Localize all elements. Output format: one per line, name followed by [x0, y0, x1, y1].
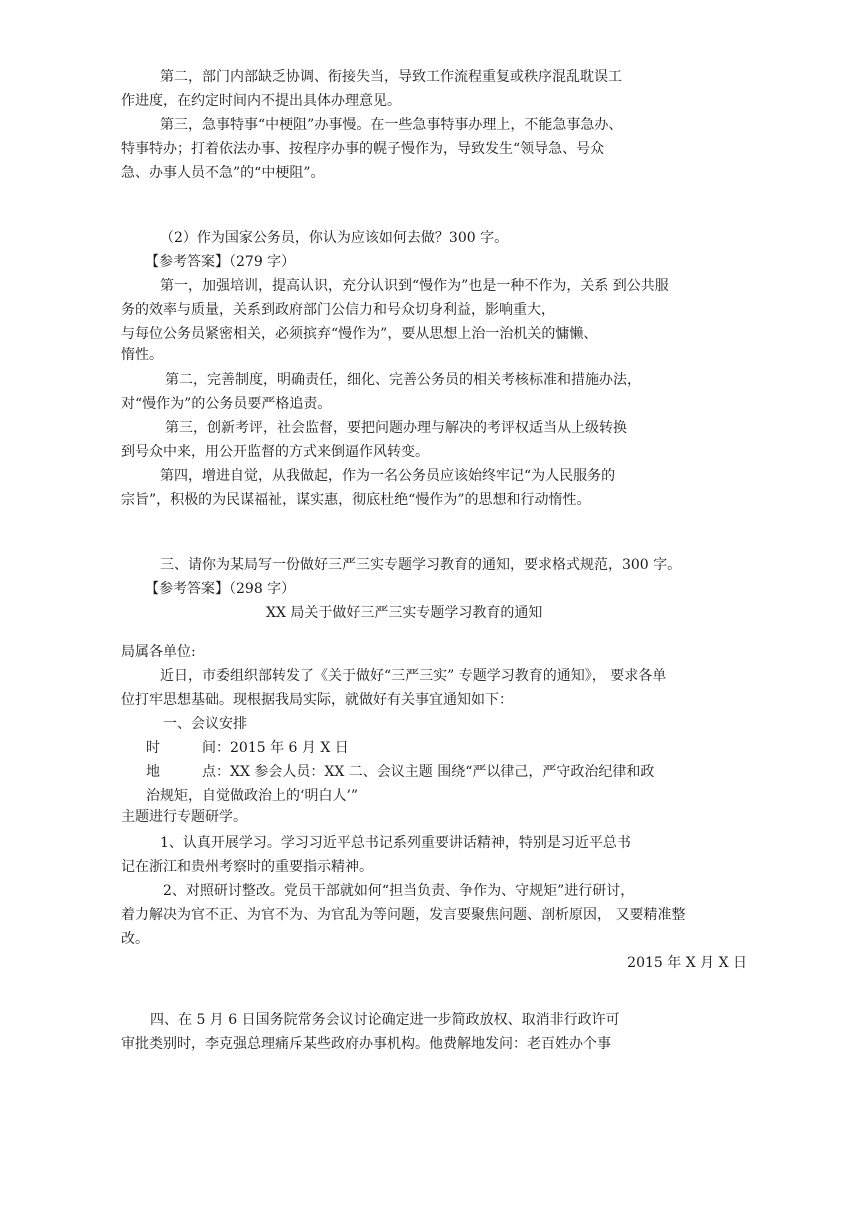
question-heading: （2）作为国家公务员，你认为应该如何去做？300 字。: [160, 230, 509, 246]
text-line: 位打牢思想基础。现根据我局实际，就做好有关事宜通知如下：: [121, 692, 513, 708]
question-heading: 三、请你为某局写一份做好三严三实专题学习教育的通知，要求格式规范，300 字。: [160, 557, 682, 573]
text-line: 急、办事人员不急”的“中梗阻”。: [121, 165, 325, 181]
text-line: 改。: [121, 931, 149, 947]
text-line: 务的效率与质量，关系到政府部门公信力和号众切身利益，影响重大，: [121, 302, 555, 318]
section-heading: 一、会议安排: [163, 716, 247, 732]
text-line: 着力解决为官不正、为官不为、为官乱为等问题，发言要聚焦问题、剖析原因， 又要精准整: [121, 907, 686, 923]
reference-answer-label: 【参考答案】（279 字）: [145, 254, 296, 270]
text-line: 宗旨”，积极的为民谋福祉，谋实惠，彻底杜绝“慢作为”的思想和行动惰性。: [121, 492, 591, 508]
text-line: 第三，急事特事“中梗阻”办事慢。在一些急事特事办理上，不能急事急办、: [160, 117, 623, 133]
text-line: 第一，加强培训，提高认识，充分认识到“慢作为”也是一种不作为，关系 到公共服: [160, 278, 669, 294]
text-line: 记在浙江和贵州考察时的重要指示精神。: [121, 859, 373, 875]
text-line: 2、对照研讨整改。党员干部就如何“担当负责、争作为、守规矩”进行研讨，: [163, 883, 635, 899]
text-line: 第三，创新考评，社会监督，要把问题办理与解决的考评权适当从上级转换: [165, 420, 627, 436]
text-line: 第二，完善制度，明确责任，细化、完善公务员的相关考核标准和措施办法，: [165, 372, 641, 388]
text-line: 地 点：XX 参会人员：XX 二、会议主题 围绕“严以律己，严守政治纪律和政: [146, 764, 655, 780]
text-line: 审批类别时，李克强总理痛斥某些政府办事机构。他费解地发问：老百姓办个事: [121, 1036, 611, 1052]
text-line: 对“慢作为”的公务员要严格追责。: [121, 396, 332, 412]
text-line: 时 间：2015 年 6 月 X 日: [146, 740, 349, 756]
notice-date: 2015 年 X 月 X 日: [627, 955, 747, 971]
text-line: 第二，部门内部缺乏协调、衔接失当，导致工作流程重复或秩序混乱耽误工: [160, 69, 622, 85]
text-line: 作进度，在约定时间内不提出具体办理意见。: [121, 93, 401, 109]
text-line: 治规矩，自觉做政治上的‘明白人’”: [146, 788, 359, 804]
text-line: 1、认真开展学习。学习习近平总书记系列重要讲话精神，特别是习近平总书: [160, 835, 631, 851]
reference-answer-label: 【参考答案】（298 字）: [145, 581, 296, 597]
text-line: 第四，增进自觉，从我做起，作为一名公务员应该始终牢记“为人民服务的: [160, 468, 616, 484]
question-heading: 四、在 5 月 6 日国务院常务会议讨论确定进一步简政放权、取消非行政许可: [150, 1012, 620, 1028]
text-line: 特事特办；打着依法办事、按程序办事的幌子慢作为，导致发生“领导急、号众: [121, 141, 605, 157]
text-line: 主题进行专题研学。: [121, 809, 247, 825]
text-line: 与每位公务员紧密相关，必须摈弃“慢作为”，要从思想上治一治机关的慵懒、: [121, 326, 598, 342]
text-line: 惰性。: [121, 347, 163, 363]
text-line: 到号众中来，用公开监督的方式来倒逼作风转变。: [121, 444, 429, 460]
notice-title: XX 局关于做好三严三实专题学习教育的通知: [266, 605, 543, 621]
salutation: 局属各单位:: [121, 644, 196, 660]
text-line: 近日，市委组织部转发了《关于做好“三严三实” 专题学习教育的通知》， 要求各单: [160, 668, 667, 684]
